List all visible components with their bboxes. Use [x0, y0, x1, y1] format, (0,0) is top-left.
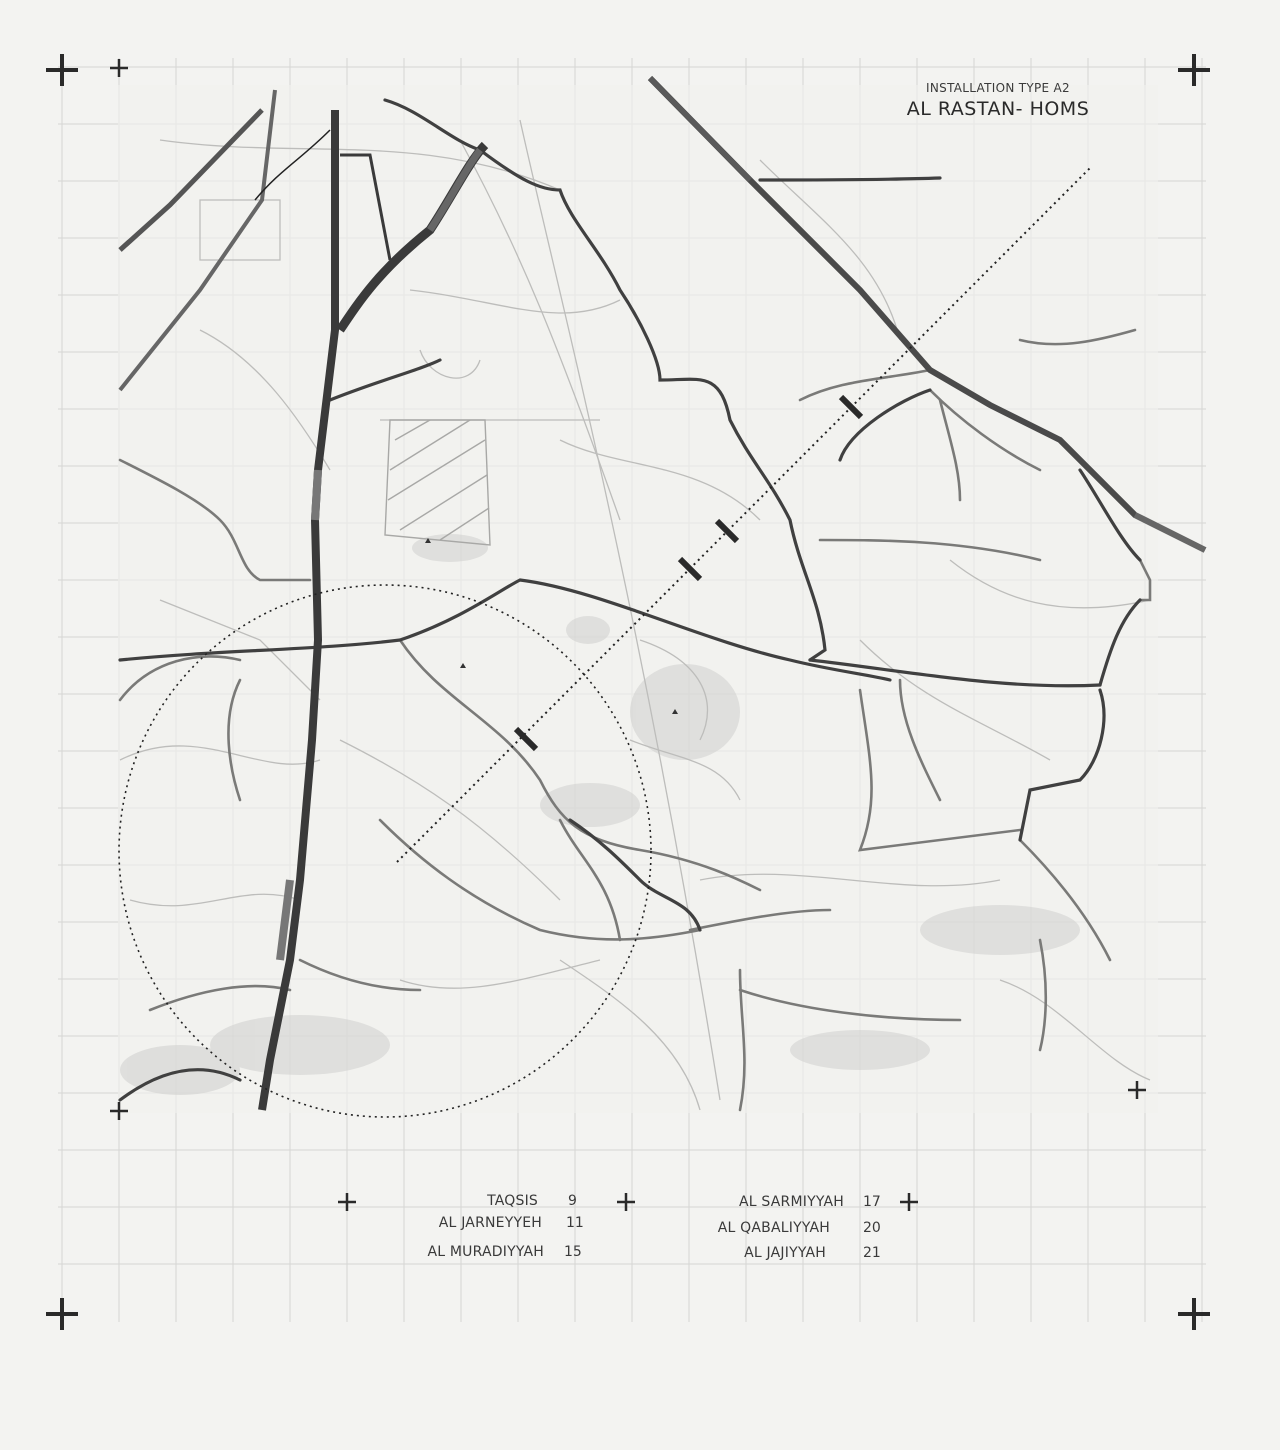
legend-name-al-sarmiyyah: AL SARMIYYAH: [738, 1194, 844, 1210]
crosshair-mark: [1178, 1298, 1210, 1330]
crosshair-mark: [110, 59, 128, 77]
crosshair-mark: [1178, 54, 1210, 86]
legend-value-al-jarneyyeh: 11: [566, 1215, 584, 1231]
legend-name-al-muradiyyah: AL MURADIYYAH: [427, 1244, 544, 1260]
legend-value-al-sarmiyyah: 17: [863, 1194, 881, 1210]
crosshair-mark: [338, 1193, 356, 1211]
legend-name-al-qabaliyyah: AL QABALIYYAH: [717, 1220, 830, 1236]
legend-value-taqsis: 9: [568, 1193, 577, 1209]
installation-type-label: INSTALLATION TYPE A2: [926, 81, 1070, 95]
legend-value-al-muradiyyah: 15: [564, 1244, 582, 1260]
crosshair-mark: [46, 1298, 78, 1330]
legend-name-al-jajiyyah: AL JAJIYYAH: [744, 1245, 826, 1261]
legend-value-al-qabaliyyah: 20: [863, 1220, 881, 1236]
crosshair-mark: [900, 1193, 918, 1211]
legend-value-al-jajiyyah: 21: [863, 1245, 881, 1261]
location-title: AL RASTAN- HOMS: [906, 98, 1090, 120]
map-panel: [118, 78, 1205, 1117]
legend-name-taqsis: TAQSIS: [487, 1193, 538, 1209]
legend-name-al-jarneyyeh: AL JARNEYYEH: [438, 1215, 542, 1231]
crosshair-mark: [46, 54, 78, 86]
